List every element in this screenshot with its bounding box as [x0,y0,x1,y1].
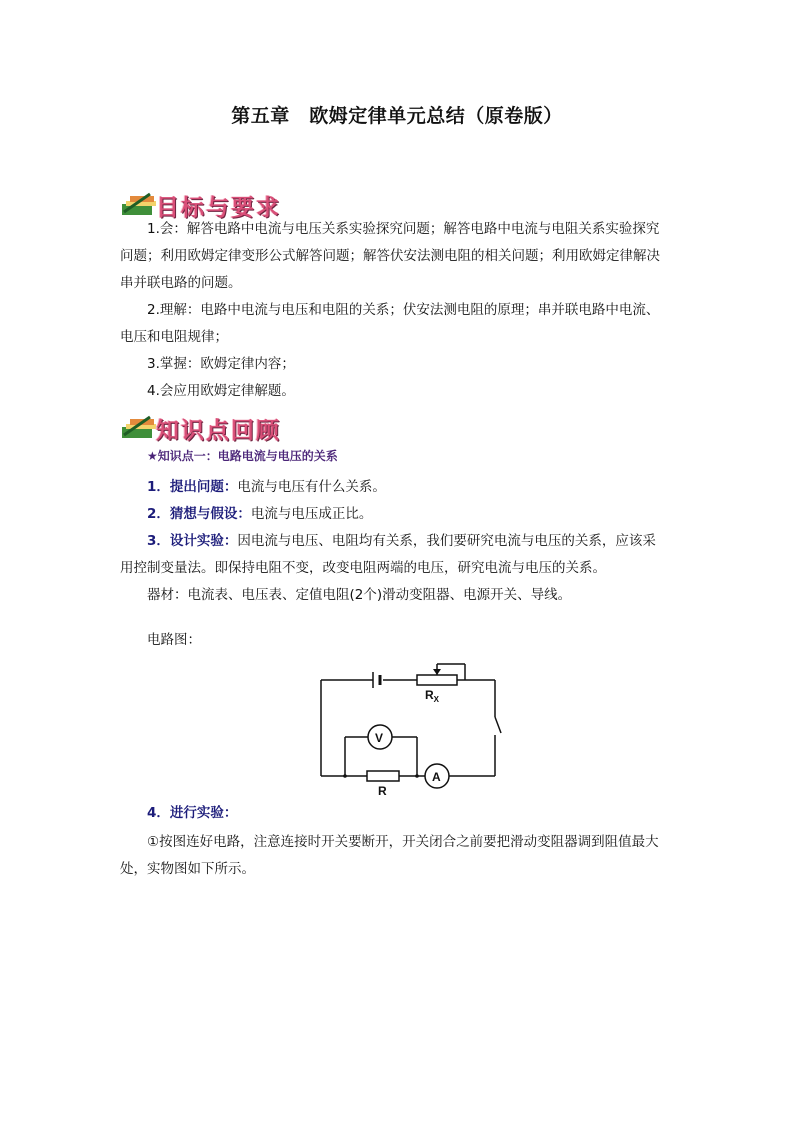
review-item-1 [147,474,386,501]
item-text: 电流与电压成正比。 [250,506,373,522]
design-continued: 用控制变量法。即保持电阻不变，改变电阻两端的电压，研究电流与电压的关系。 [120,560,606,576]
ammeter-label: A [432,770,441,784]
review-banner-text: 知识点回顾 [156,418,281,444]
knowledge-point-title: 知识点一：电路电流与电压的关系 [157,449,338,463]
goals-line-2: 问题；利用欧姆定律变形公式解答问题；解答伏安法测电阻的相关问题；利用欧姆定律解决 [120,248,660,264]
goals-line-4: 2.理解：电路中电流与电压和电阻的关系；伏安法测电阻的原理；串并联电路中电流、 [147,302,660,318]
review-item-2 [147,501,372,528]
step4-line-2: 处，实物图如下所示。 [120,861,255,877]
goals-line-1: 1.会：解答电路中电流与电压关系实验探究问题；解答电路中电流与电阻关系实验探究 [147,221,660,237]
switch-blade [495,717,501,733]
goals-line-7: 4.会应用欧姆定律解题。 [147,383,295,399]
knowledge-point-heading [147,447,338,464]
circuit-diagram [315,655,505,800]
item-text: 因电流与电压、电阻均有关系，我们要研究电流与电压的关系，应该采 [237,533,656,549]
item-label: 2．猜想与假设： [147,506,251,522]
equipment-line: 器材：电流表、电压表、定值电阻(2个)滑动变阻器、电源开关、导线。 [147,587,572,603]
step4-line-1: ①按图连好电路，注意连接时开关要断开，开关闭合之前要把滑动变阻器调到阻值最大 [147,834,659,850]
junction-dot [343,774,347,778]
page-title: 第五章 欧姆定律单元总结（原卷版） [231,105,563,127]
goals-line-6: 3.掌握：欧姆定律内容； [147,356,295,372]
goals-line-5: 电压和电阻规律； [120,329,228,345]
item-text: 电流与电压有什么关系。 [237,479,386,495]
rheostat-rx [417,675,457,685]
step4-heading [147,800,237,827]
slider-arrow-icon [433,669,441,675]
goals-banner-text: 目标与要求 [156,195,281,221]
r-label: R [378,784,387,798]
circuit-caption: 电路图： [147,632,201,648]
voltmeter-label: V [375,731,384,745]
rx-label: $R_X$ [425,688,440,704]
junction-dot [415,774,419,778]
step4-label: 4．进行实验： [147,805,238,821]
goals-line-3: 串并联电路的问题。 [120,275,242,291]
item-label: 3．设计实验： [147,533,238,549]
review-item-3 [147,528,656,555]
resistor-r [367,771,399,781]
item-label: 1．提出问题： [147,479,238,495]
book-pencil-icon [120,413,160,443]
star-icon: ★ [147,449,158,463]
